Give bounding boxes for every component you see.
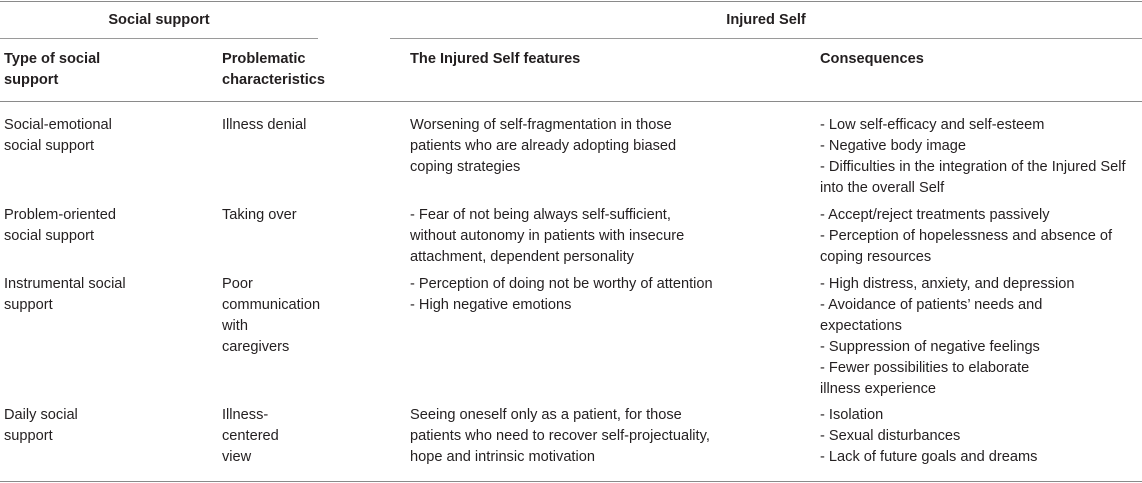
cell-line: hope and intrinsic motivation	[410, 449, 595, 465]
cell-line: coping resources	[820, 249, 932, 265]
group-header-injured-self: Injured Self	[726, 12, 806, 28]
column-header-type-line: Type of social	[4, 51, 101, 67]
cell-line: Poor	[222, 276, 253, 292]
column-header-type	[4, 49, 204, 91]
cell-features	[410, 205, 790, 268]
cell-line: Taking over	[222, 207, 297, 223]
cell-features	[410, 274, 790, 316]
cell-line: - Low self-efficacy and self-esteem	[820, 117, 1045, 133]
bottom-rule	[0, 481, 1142, 482]
column-header-problematic-line: characteristics	[222, 72, 326, 88]
cell-line: support	[4, 297, 53, 313]
cell-line: with	[222, 318, 248, 334]
cell-line: into the overall Self	[820, 180, 945, 196]
top-rule	[0, 1, 1142, 2]
cell-line: communication	[222, 297, 321, 313]
column-header-consequences: Consequences	[820, 51, 924, 67]
cell-line: - Perception of hopelessness and absence of	[820, 228, 1113, 244]
cell-line: social support	[4, 138, 95, 154]
cell-line: without autonomy in patients with insecure	[410, 228, 685, 244]
cell-line: - Fewer possibilities to elaborate	[820, 360, 1030, 376]
cell-line: - Fear of not being always self-sufficient,	[410, 207, 671, 223]
cell-line: Illness-	[222, 407, 269, 423]
cell-line: expectations	[820, 318, 902, 334]
cell-consequences	[820, 205, 1142, 268]
cell-line: Illness denial	[222, 117, 307, 133]
cell-consequences	[820, 115, 1142, 199]
cell-line: attachment, dependent personality	[410, 249, 634, 265]
cell-line: - Isolation	[820, 407, 884, 423]
cell-line: social support	[4, 228, 95, 244]
cell-line: - Perception of doing not be worthy of attention	[410, 276, 713, 292]
cell-line: Worsening of self-fragmentation in those	[410, 117, 672, 133]
cell-line: centered	[222, 428, 279, 444]
group-header-social-support: Social support	[108, 12, 210, 28]
cell-line: - Negative body image	[820, 138, 967, 154]
column-header-features: The Injured Self features	[410, 51, 581, 67]
cell-line: Social-emotional	[4, 117, 112, 133]
cell-line: - Sexual disturbances	[820, 428, 961, 444]
injured-self-group-rule	[390, 38, 1142, 39]
cell-line: Seeing oneself only as a patient, for those	[410, 407, 682, 423]
column-header-problematic-line: Problematic	[222, 51, 306, 67]
column-header-problematic	[222, 49, 372, 91]
cell-line: Daily social	[4, 407, 78, 423]
header-bottom-rule	[0, 101, 1142, 102]
cell-type	[4, 205, 204, 247]
cell-problematic	[222, 115, 372, 136]
cell-line: Problem-oriented	[4, 207, 116, 223]
cell-line: patients who are already adopting biased	[410, 138, 677, 154]
cell-line: - Suppression of negative feelings	[820, 339, 1040, 355]
cell-line: - Avoidance of patients’ needs and	[820, 297, 1043, 313]
cell-line: - Accept/reject treatments passively	[820, 207, 1050, 223]
cell-type	[4, 115, 204, 157]
cell-line: - Lack of future goals and dreams	[820, 449, 1038, 465]
cell-line: - Difficulties in the integration of the Injured Self	[820, 159, 1126, 175]
cell-features	[410, 115, 790, 178]
cell-type	[4, 405, 204, 447]
cell-consequences	[820, 405, 1142, 468]
cell-line: Instrumental social	[4, 276, 126, 292]
cell-line: support	[4, 428, 53, 444]
cell-line: - High negative emotions	[410, 297, 572, 313]
cell-problematic	[222, 205, 372, 226]
cell-line: - High distress, anxiety, and depression	[820, 276, 1075, 292]
cell-line: caregivers	[222, 339, 290, 355]
column-header-type-line: support	[4, 72, 59, 88]
cell-consequences	[820, 274, 1142, 400]
cell-line: patients who need to recover self-projectuality,	[410, 428, 710, 444]
cell-problematic	[222, 405, 372, 468]
cell-line: view	[222, 449, 252, 465]
cell-problematic	[222, 274, 372, 358]
cell-features	[410, 405, 790, 468]
social-support-group-rule	[0, 38, 318, 39]
cell-line: illness experience	[820, 381, 937, 397]
cell-type	[4, 274, 204, 316]
cell-line: coping strategies	[410, 159, 521, 175]
